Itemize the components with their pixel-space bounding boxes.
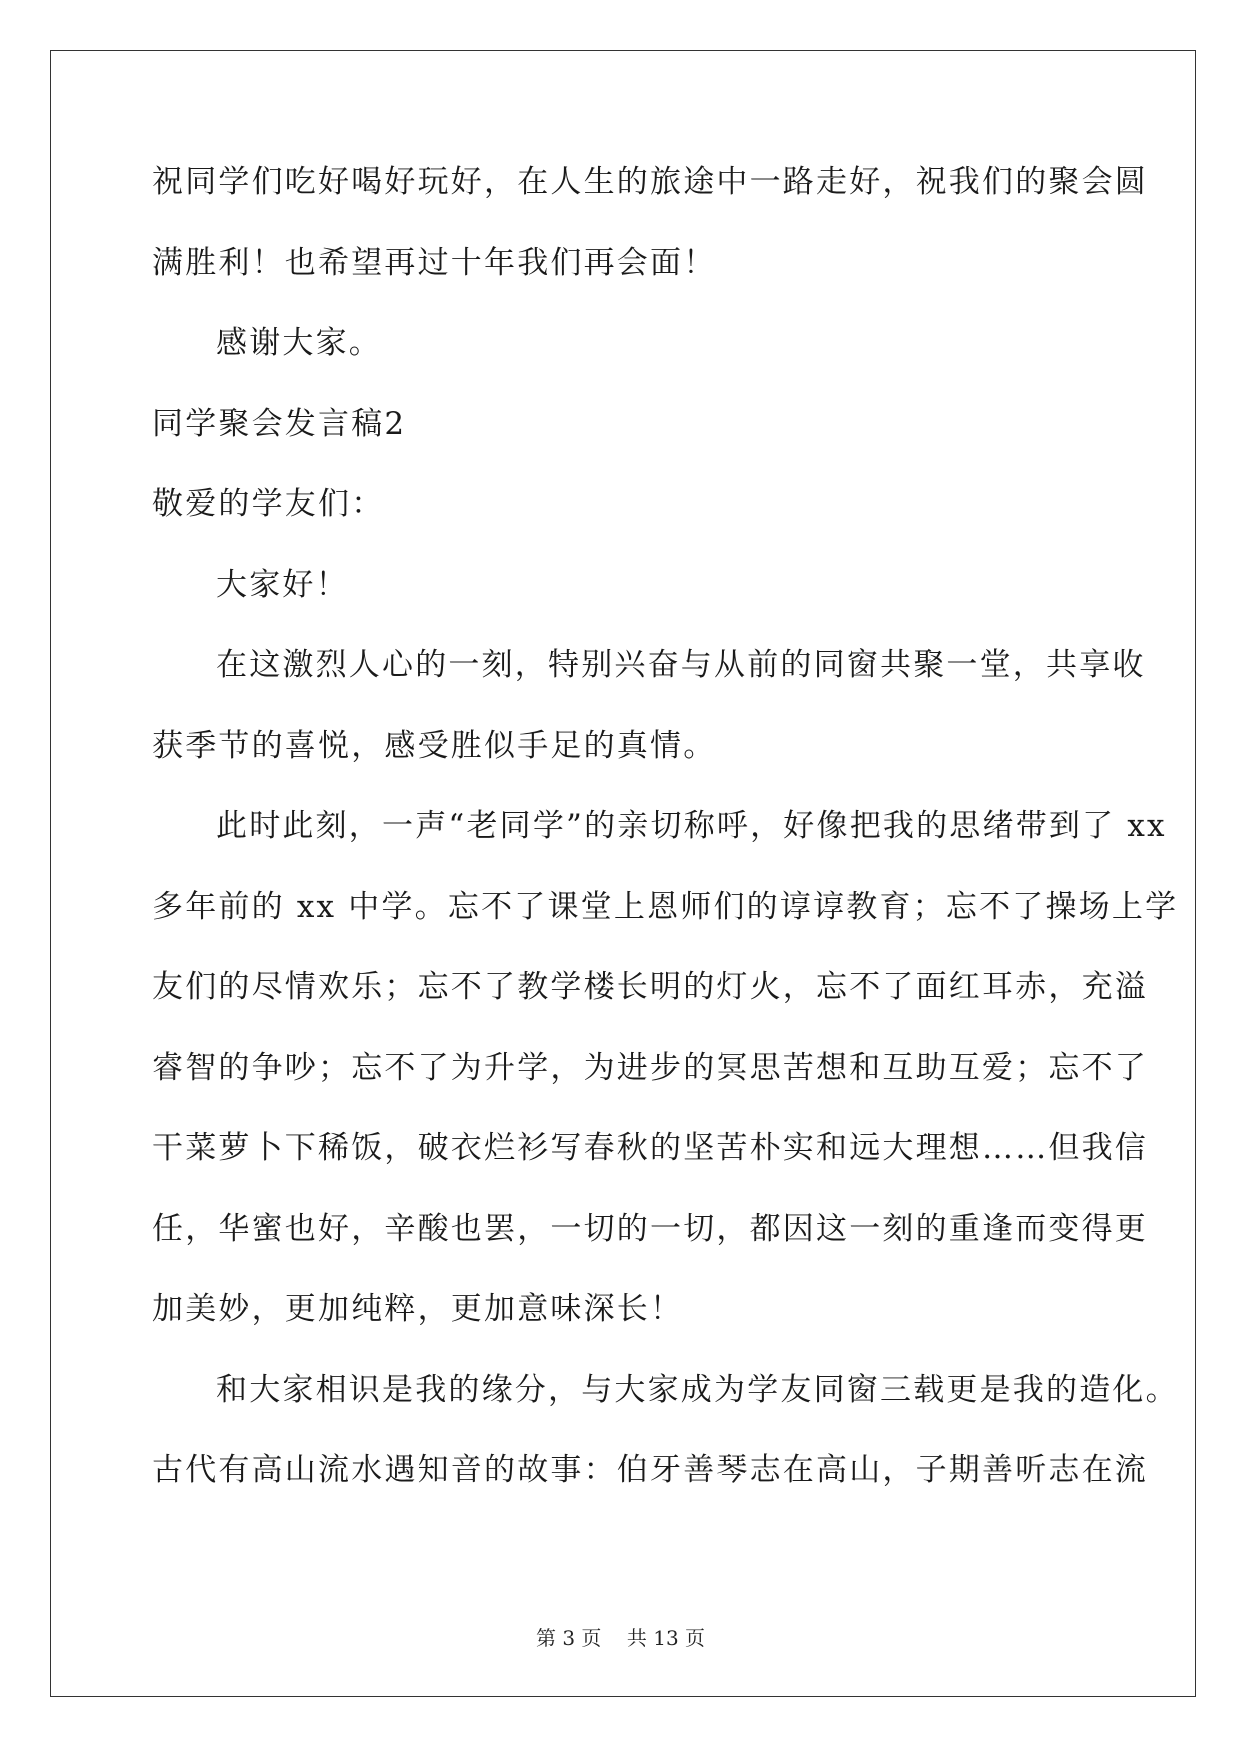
body-line: 加美妙，更加纯粹，更加意味深长！: [152, 1291, 684, 1327]
body-line: 在这激烈人心的一刻，特别兴奋与从前的同窗共聚一堂，共享收: [216, 647, 1146, 683]
body-line: 睿智的争吵；忘不了为升学，为进步的冥思苦想和互助互爱；忘不了: [152, 1049, 1148, 1086]
page-footer: [0, 1622, 1241, 1651]
greeting: 大家好！: [216, 566, 349, 603]
page-total: 共 13 页: [626, 1626, 706, 1650]
body-line: 获季节的喜悦，感受胜似手足的真情。: [152, 727, 717, 764]
body-line: 任，华蜜也好，辛酸也罢，一切的一切，都因这一刻的重逢而变得更: [152, 1210, 1148, 1247]
page-number: 第 3 页: [535, 1626, 602, 1650]
body-line: 此时此刻，一声“老同学”的亲切称呼，好像把我的思绪带到了 xx: [216, 808, 1167, 844]
body-line: 多年前的 xx 中学。忘不了课堂上恩师们的谆谆教育；忘不了操场上学: [152, 888, 1179, 925]
salutation: 敬爱的学友们：: [152, 486, 385, 522]
body-line: 和大家相识是我的缘分，与大家成为学友同窗三载更是我的造化。: [216, 1371, 1179, 1408]
body-line: 古代有高山流水遇知音的故事：伯牙善琴志在高山，子期善听志在流: [152, 1452, 1148, 1488]
body-line: 友们的尽情欢乐；忘不了教学楼长明的灯火，忘不了面红耳赤，充溢: [152, 969, 1148, 1005]
body-line: 干菜萝卜下稀饭，破衣烂衫写春秋的坚苦朴实和远大理想……但我信: [152, 1130, 1148, 1166]
body-line: 感谢大家。: [216, 325, 382, 361]
section-title: 同学聚会发言稿2: [152, 405, 407, 442]
body-line: 满胜利！也希望再过十年我们再会面！: [152, 244, 717, 281]
body-line: 祝同学们吃好喝好玩好，在人生的旅途中一路走好，祝我们的聚会圆: [152, 164, 1148, 200]
document-body: [152, 160, 1179, 1529]
